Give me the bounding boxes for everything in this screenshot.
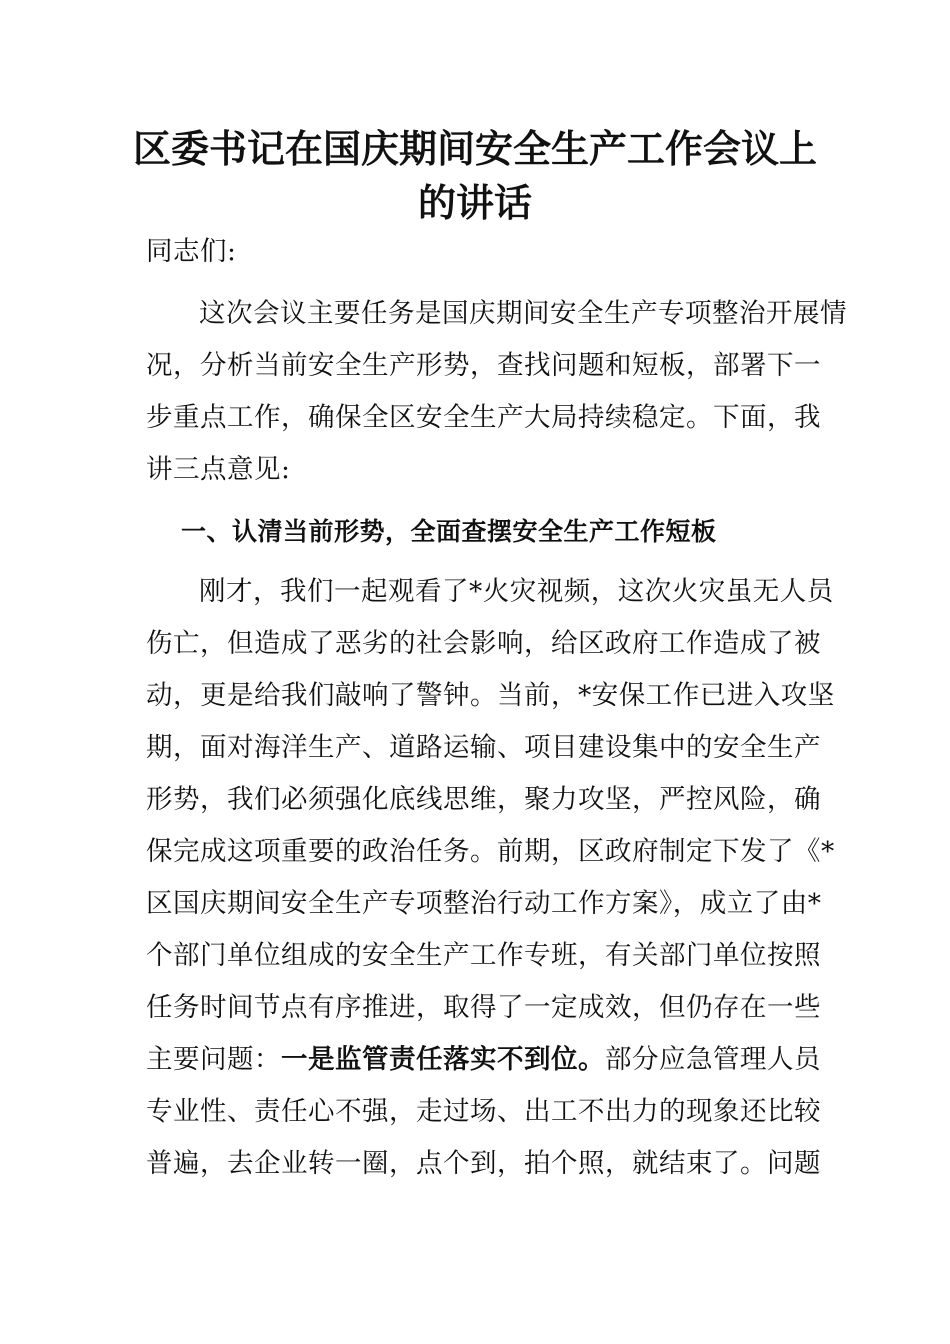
intro-paragraph	[146, 288, 847, 496]
section1-line: 动，更是给我们敲响了警钟。当前，*安保工作已进入攻坚	[146, 680, 835, 711]
document-title	[120, 122, 830, 230]
intro-line: 况，分析当前安全生产形势，查找问题和短板，部署下一	[146, 350, 821, 381]
problem-one-emphasis: 一是监管责任落实不到位。	[281, 1044, 605, 1075]
salutation: 同志们:	[146, 236, 237, 267]
title-line-1: 区委书记在国庆期间安全生产工作会议上	[132, 126, 817, 171]
intro-line: 讲三点意见:	[146, 454, 291, 485]
section1-line: 刚才，我们一起观看了*火灾视频，这次火灾虽无人员	[199, 576, 834, 607]
section1-line: 普遍，去企业转一圈，点个到，拍个照，就结束了。问题	[146, 1148, 821, 1179]
section1-line: 个部门单位组成的安全生产工作专班，有关部门单位按照	[146, 940, 821, 971]
document-body	[146, 226, 847, 1200]
section1-line: 伤亡，但造成了恶劣的社会影响，给区政府工作造成了被	[146, 628, 821, 659]
problems-lead: 主要问题：	[146, 1044, 281, 1075]
section1-paragraph	[146, 566, 835, 1190]
title-line-2: 的讲话	[417, 180, 532, 225]
intro-line: 步重点工作，确保全区安全生产大局持续稳定。下面，我	[146, 402, 821, 433]
section1-line: 任务时间节点有序推进，取得了一定成效，但仍存在一些	[146, 992, 821, 1023]
section1-line: 期，面对海洋生产、道路运输、项目建设集中的安全生产	[146, 732, 821, 763]
section1-line: 专业性、责任心不强，走过场、出工不出力的现象还比较	[146, 1096, 821, 1127]
section1-line: 区国庆期间安全生产专项整治行动工作方案》，成立了由*	[146, 888, 822, 919]
intro-line: 这次会议主要任务是国庆期间安全生产专项整治开展情	[199, 298, 847, 329]
section-heading-1: 一、认清当前形势，全面查摆安全生产工作短板	[181, 517, 717, 546]
section1-mixed-line	[146, 1034, 821, 1086]
section1-line: 形势，我们必须强化底线思维，聚力攻坚，严控风险，确	[146, 784, 821, 815]
section1-line: 保完成这项重要的政治任务。前期，区政府制定下发了《*	[146, 836, 835, 867]
problems-continue: 部分应急管理人员	[605, 1044, 821, 1075]
